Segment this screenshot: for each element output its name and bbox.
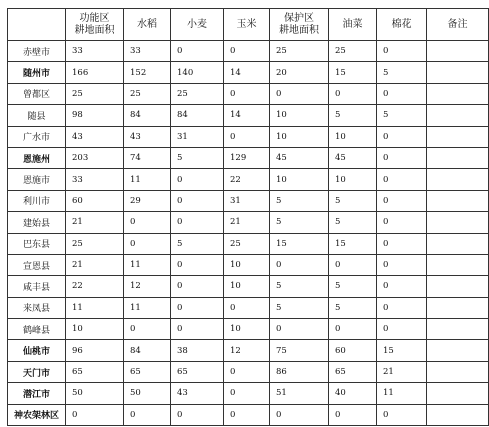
value-cell: 0 bbox=[329, 83, 377, 104]
region-cell: 建始县 bbox=[8, 212, 66, 233]
value-cell: 50 bbox=[66, 383, 124, 404]
region-cell: 利川市 bbox=[8, 190, 66, 211]
value-cell: 43 bbox=[124, 126, 171, 147]
value-cell: 5 bbox=[329, 105, 377, 126]
value-cell bbox=[427, 383, 489, 404]
value-cell: 33 bbox=[124, 41, 171, 62]
value-cell: 5 bbox=[270, 297, 329, 318]
value-cell: 25 bbox=[224, 233, 270, 254]
header-protected-area bbox=[270, 9, 329, 41]
value-cell: 84 bbox=[124, 340, 171, 361]
value-cell: 0 bbox=[377, 254, 427, 275]
value-cell: 11 bbox=[377, 383, 427, 404]
value-cell: 15 bbox=[377, 340, 427, 361]
header-cotton bbox=[377, 9, 427, 41]
value-cell: 21 bbox=[224, 212, 270, 233]
value-cell: 0 bbox=[270, 254, 329, 275]
table-container bbox=[7, 8, 489, 426]
value-cell: 45 bbox=[270, 147, 329, 168]
value-cell: 20 bbox=[270, 62, 329, 83]
table-header bbox=[8, 9, 489, 41]
region-cell: 咸丰县 bbox=[8, 276, 66, 297]
table-row bbox=[8, 297, 489, 318]
value-cell: 25 bbox=[171, 83, 224, 104]
value-cell: 14 bbox=[224, 105, 270, 126]
value-cell bbox=[427, 62, 489, 83]
value-cell: 45 bbox=[329, 147, 377, 168]
table-row bbox=[8, 254, 489, 275]
value-cell: 60 bbox=[329, 340, 377, 361]
table-row bbox=[8, 340, 489, 361]
value-cell: 0 bbox=[171, 190, 224, 211]
value-cell: 203 bbox=[66, 147, 124, 168]
value-cell: 65 bbox=[171, 361, 224, 382]
value-cell: 0 bbox=[171, 297, 224, 318]
value-cell bbox=[427, 212, 489, 233]
value-cell: 0 bbox=[224, 83, 270, 104]
value-cell bbox=[427, 105, 489, 126]
value-cell bbox=[427, 319, 489, 340]
table-row bbox=[8, 319, 489, 340]
value-cell: 0 bbox=[377, 147, 427, 168]
region-cell: 随州市 bbox=[8, 62, 66, 83]
value-cell: 22 bbox=[224, 169, 270, 190]
value-cell: 15 bbox=[329, 233, 377, 254]
table-row bbox=[8, 62, 489, 83]
value-cell: 5 bbox=[329, 212, 377, 233]
value-cell: 10 bbox=[329, 126, 377, 147]
value-cell: 65 bbox=[329, 361, 377, 382]
value-cell: 0 bbox=[377, 41, 427, 62]
value-cell: 10 bbox=[224, 254, 270, 275]
header-line: 棉花 bbox=[391, 18, 412, 30]
table-body bbox=[8, 41, 489, 426]
value-cell: 0 bbox=[329, 404, 377, 425]
table-row bbox=[8, 190, 489, 211]
value-cell: 31 bbox=[224, 190, 270, 211]
value-cell: 21 bbox=[66, 212, 124, 233]
value-cell: 0 bbox=[224, 41, 270, 62]
value-cell: 0 bbox=[377, 233, 427, 254]
region-cell: 巴东县 bbox=[8, 233, 66, 254]
value-cell: 21 bbox=[377, 361, 427, 382]
table-row bbox=[8, 83, 489, 104]
value-cell: 0 bbox=[377, 276, 427, 297]
value-cell: 10 bbox=[224, 319, 270, 340]
value-cell: 15 bbox=[329, 62, 377, 83]
value-cell: 75 bbox=[270, 340, 329, 361]
table-row bbox=[8, 233, 489, 254]
region-cell: 恩施市 bbox=[8, 169, 66, 190]
header-corn bbox=[224, 9, 270, 41]
value-cell bbox=[427, 361, 489, 382]
value-cell: 10 bbox=[270, 126, 329, 147]
region-cell: 神农架林区 bbox=[8, 404, 66, 425]
value-cell: 0 bbox=[377, 212, 427, 233]
value-cell: 5 bbox=[270, 212, 329, 233]
value-cell bbox=[427, 126, 489, 147]
value-cell: 21 bbox=[66, 254, 124, 275]
value-cell bbox=[427, 404, 489, 425]
value-cell bbox=[427, 169, 489, 190]
value-cell: 0 bbox=[377, 404, 427, 425]
value-cell: 0 bbox=[171, 169, 224, 190]
value-cell: 140 bbox=[171, 62, 224, 83]
value-cell: 0 bbox=[124, 404, 171, 425]
value-cell: 0 bbox=[377, 83, 427, 104]
table-row bbox=[8, 276, 489, 297]
value-cell: 0 bbox=[171, 41, 224, 62]
table-row bbox=[8, 404, 489, 425]
value-cell: 60 bbox=[66, 190, 124, 211]
region-cell: 宣恩县 bbox=[8, 254, 66, 275]
region-cell: 潜江市 bbox=[8, 383, 66, 404]
value-cell bbox=[427, 41, 489, 62]
value-cell: 5 bbox=[329, 190, 377, 211]
value-cell: 25 bbox=[66, 233, 124, 254]
value-cell: 0 bbox=[329, 254, 377, 275]
value-cell: 84 bbox=[171, 105, 224, 126]
value-cell: 0 bbox=[377, 297, 427, 318]
value-cell: 10 bbox=[329, 169, 377, 190]
value-cell: 25 bbox=[66, 83, 124, 104]
value-cell: 31 bbox=[171, 126, 224, 147]
table-row bbox=[8, 41, 489, 62]
table-row bbox=[8, 169, 489, 190]
value-cell: 5 bbox=[329, 276, 377, 297]
header-line: 耕地面积 bbox=[74, 24, 115, 36]
region-cell: 广水市 bbox=[8, 126, 66, 147]
value-cell: 0 bbox=[171, 254, 224, 275]
header-line: 保护区 bbox=[284, 12, 314, 24]
value-cell: 166 bbox=[66, 62, 124, 83]
value-cell: 5 bbox=[377, 62, 427, 83]
region-cell: 随县 bbox=[8, 105, 66, 126]
region-cell: 曾都区 bbox=[8, 83, 66, 104]
value-cell: 40 bbox=[329, 383, 377, 404]
header-line: 小麦 bbox=[187, 18, 207, 30]
value-cell bbox=[427, 233, 489, 254]
value-cell: 0 bbox=[224, 126, 270, 147]
value-cell: 152 bbox=[124, 62, 171, 83]
header-line: 水稻 bbox=[137, 18, 157, 30]
value-cell: 11 bbox=[124, 297, 171, 318]
value-cell: 0 bbox=[377, 190, 427, 211]
value-cell: 25 bbox=[270, 41, 329, 62]
value-cell: 10 bbox=[66, 319, 124, 340]
header-line: 功能区 bbox=[79, 12, 110, 24]
header-rice bbox=[124, 9, 171, 41]
value-cell: 0 bbox=[270, 404, 329, 425]
value-cell bbox=[427, 297, 489, 318]
value-cell: 0 bbox=[171, 319, 224, 340]
value-cell: 5 bbox=[377, 105, 427, 126]
header-row bbox=[8, 9, 489, 41]
value-cell: 74 bbox=[124, 147, 171, 168]
region-cell: 仙桃市 bbox=[8, 340, 66, 361]
value-cell: 50 bbox=[124, 383, 171, 404]
table-row bbox=[8, 212, 489, 233]
value-cell bbox=[427, 190, 489, 211]
value-cell: 38 bbox=[171, 340, 224, 361]
value-cell: 84 bbox=[124, 105, 171, 126]
value-cell: 12 bbox=[224, 340, 270, 361]
value-cell: 25 bbox=[124, 83, 171, 104]
value-cell: 10 bbox=[270, 105, 329, 126]
value-cell: 0 bbox=[270, 319, 329, 340]
value-cell: 5 bbox=[270, 276, 329, 297]
value-cell: 22 bbox=[66, 276, 124, 297]
header-line: 油菜 bbox=[342, 18, 363, 30]
value-cell: 96 bbox=[66, 340, 124, 361]
header-line: 玉米 bbox=[236, 18, 257, 30]
table-row bbox=[8, 105, 489, 126]
farmland-table bbox=[7, 8, 489, 426]
value-cell: 0 bbox=[171, 404, 224, 425]
header-wheat bbox=[171, 9, 224, 41]
value-cell: 12 bbox=[124, 276, 171, 297]
table-row bbox=[8, 361, 489, 382]
value-cell: 0 bbox=[124, 319, 171, 340]
value-cell: 0 bbox=[171, 276, 224, 297]
value-cell bbox=[427, 276, 489, 297]
value-cell: 11 bbox=[124, 169, 171, 190]
region-cell: 恩施州 bbox=[8, 147, 66, 168]
value-cell: 0 bbox=[270, 83, 329, 104]
value-cell: 0 bbox=[124, 212, 171, 233]
value-cell bbox=[427, 340, 489, 361]
value-cell bbox=[427, 83, 489, 104]
region-cell: 天门市 bbox=[8, 361, 66, 382]
header-region bbox=[8, 9, 66, 41]
value-cell: 0 bbox=[224, 383, 270, 404]
value-cell: 11 bbox=[124, 254, 171, 275]
value-cell: 0 bbox=[329, 319, 377, 340]
value-cell: 86 bbox=[270, 361, 329, 382]
table-row bbox=[8, 126, 489, 147]
value-cell: 33 bbox=[66, 41, 124, 62]
value-cell: 5 bbox=[270, 190, 329, 211]
value-cell: 0 bbox=[171, 212, 224, 233]
value-cell: 5 bbox=[171, 233, 224, 254]
header-remarks bbox=[427, 9, 489, 41]
table-row bbox=[8, 147, 489, 168]
value-cell: 0 bbox=[377, 319, 427, 340]
value-cell: 14 bbox=[224, 62, 270, 83]
value-cell: 0 bbox=[377, 169, 427, 190]
header-rapeseed bbox=[329, 9, 377, 41]
value-cell: 10 bbox=[270, 169, 329, 190]
value-cell: 65 bbox=[66, 361, 124, 382]
value-cell: 129 bbox=[224, 147, 270, 168]
value-cell bbox=[427, 147, 489, 168]
value-cell: 5 bbox=[171, 147, 224, 168]
value-cell: 0 bbox=[224, 297, 270, 318]
value-cell bbox=[427, 254, 489, 275]
value-cell: 0 bbox=[66, 404, 124, 425]
value-cell: 0 bbox=[224, 404, 270, 425]
region-cell: 赤壁市 bbox=[8, 41, 66, 62]
value-cell: 43 bbox=[66, 126, 124, 147]
table-row bbox=[8, 383, 489, 404]
region-cell: 鹤峰县 bbox=[8, 319, 66, 340]
header-line: 耕地面积 bbox=[279, 24, 319, 36]
value-cell: 33 bbox=[66, 169, 124, 190]
value-cell: 25 bbox=[329, 41, 377, 62]
value-cell: 5 bbox=[329, 297, 377, 318]
value-cell: 0 bbox=[224, 361, 270, 382]
value-cell: 43 bbox=[171, 383, 224, 404]
region-cell: 来凤县 bbox=[8, 297, 66, 318]
header-line: 备注 bbox=[447, 18, 468, 30]
value-cell: 29 bbox=[124, 190, 171, 211]
value-cell: 0 bbox=[124, 233, 171, 254]
value-cell: 11 bbox=[66, 297, 124, 318]
value-cell: 15 bbox=[270, 233, 329, 254]
value-cell: 10 bbox=[224, 276, 270, 297]
value-cell: 51 bbox=[270, 383, 329, 404]
header-function-area bbox=[66, 9, 124, 41]
value-cell: 98 bbox=[66, 105, 124, 126]
value-cell: 0 bbox=[377, 126, 427, 147]
value-cell: 65 bbox=[124, 361, 171, 382]
